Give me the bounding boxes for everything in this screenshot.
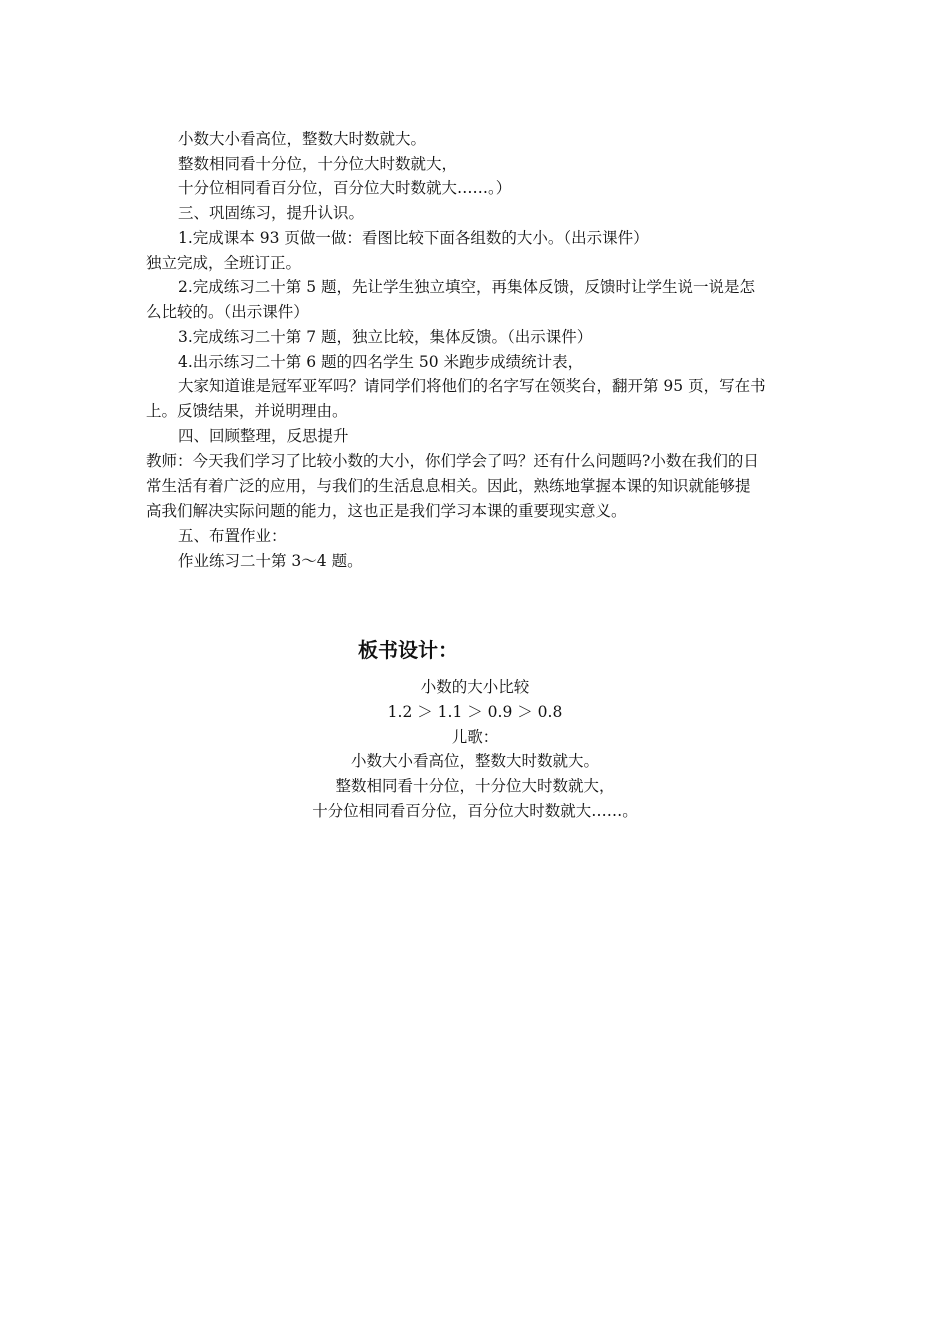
section-heading: 五、布置作业： xyxy=(178,527,287,545)
board-design-heading: 板书设计： xyxy=(358,638,458,662)
text-line: 整数相同看十分位，十分位大时数就大， xyxy=(178,155,458,173)
board-title: 小数的大小比较 xyxy=(420,678,530,696)
text-line: 高我们解决实际问题的能力，这也正是我们学习本课的重要现实意义。 xyxy=(146,502,627,520)
section-heading: 三、巩固练习，提升认识。 xyxy=(178,204,365,222)
text-line: 独立完成，全班订正。 xyxy=(146,254,302,272)
text-line: 4.出示练习二十第 6 题的四名学生 50 米跑步成绩统计表， xyxy=(178,353,584,371)
text-line: 2.完成练习二十第 5 题，先让学生独立填空，再集体反馈，反馈时让学生说一说是怎 xyxy=(178,278,756,296)
text-line: 1.完成课本 93 页做一做：看图比较下面各组数的大小。（出示课件） xyxy=(178,229,649,247)
text-line: 大家知道谁是冠军亚军吗？请同学们将他们的名字写在领奖台，翻开第 95 页，写在书 xyxy=(178,377,766,395)
text-line: 么比较的。（出示课件） xyxy=(146,303,309,321)
text-line: 常生活有着广泛的应用，与我们的生活息息相关。因此，熟练地掌握本课的知识就能够提 xyxy=(146,477,751,495)
text-line: 作业练习二十第 3～4 题。 xyxy=(178,552,363,570)
board-rhyme-line: 整数相同看十分位，十分位大时数就大， xyxy=(335,777,615,795)
board-rhyme-line: 小数大小看高位，整数大时数就大。 xyxy=(350,752,599,770)
text-line: 教师：今天我们学习了比较小数的大小，你们学会了吗？还有什么问题吗?小数在我们的日 xyxy=(146,452,759,470)
text-line: 十分位相同看百分位，百分位大时数就大……。） xyxy=(178,179,512,197)
text-line: 3.完成练习二十第 7 题，独立比较，集体反馈。（出示课件） xyxy=(178,328,593,346)
text-line: 上。反馈结果，并说明理由。 xyxy=(146,402,348,420)
board-rhyme-label: 儿歌： xyxy=(451,728,499,746)
board-rhyme-line: 十分位相同看百分位，百分位大时数就大……。 xyxy=(312,802,638,820)
section-heading: 四、回顾整理，反思提升 xyxy=(178,427,349,445)
text-line: 小数大小看高位，整数大时数就大。 xyxy=(178,130,427,148)
board-comparison: 1.2 ＞ 1.1 ＞ 0.9 ＞ 0.8 xyxy=(387,703,563,721)
